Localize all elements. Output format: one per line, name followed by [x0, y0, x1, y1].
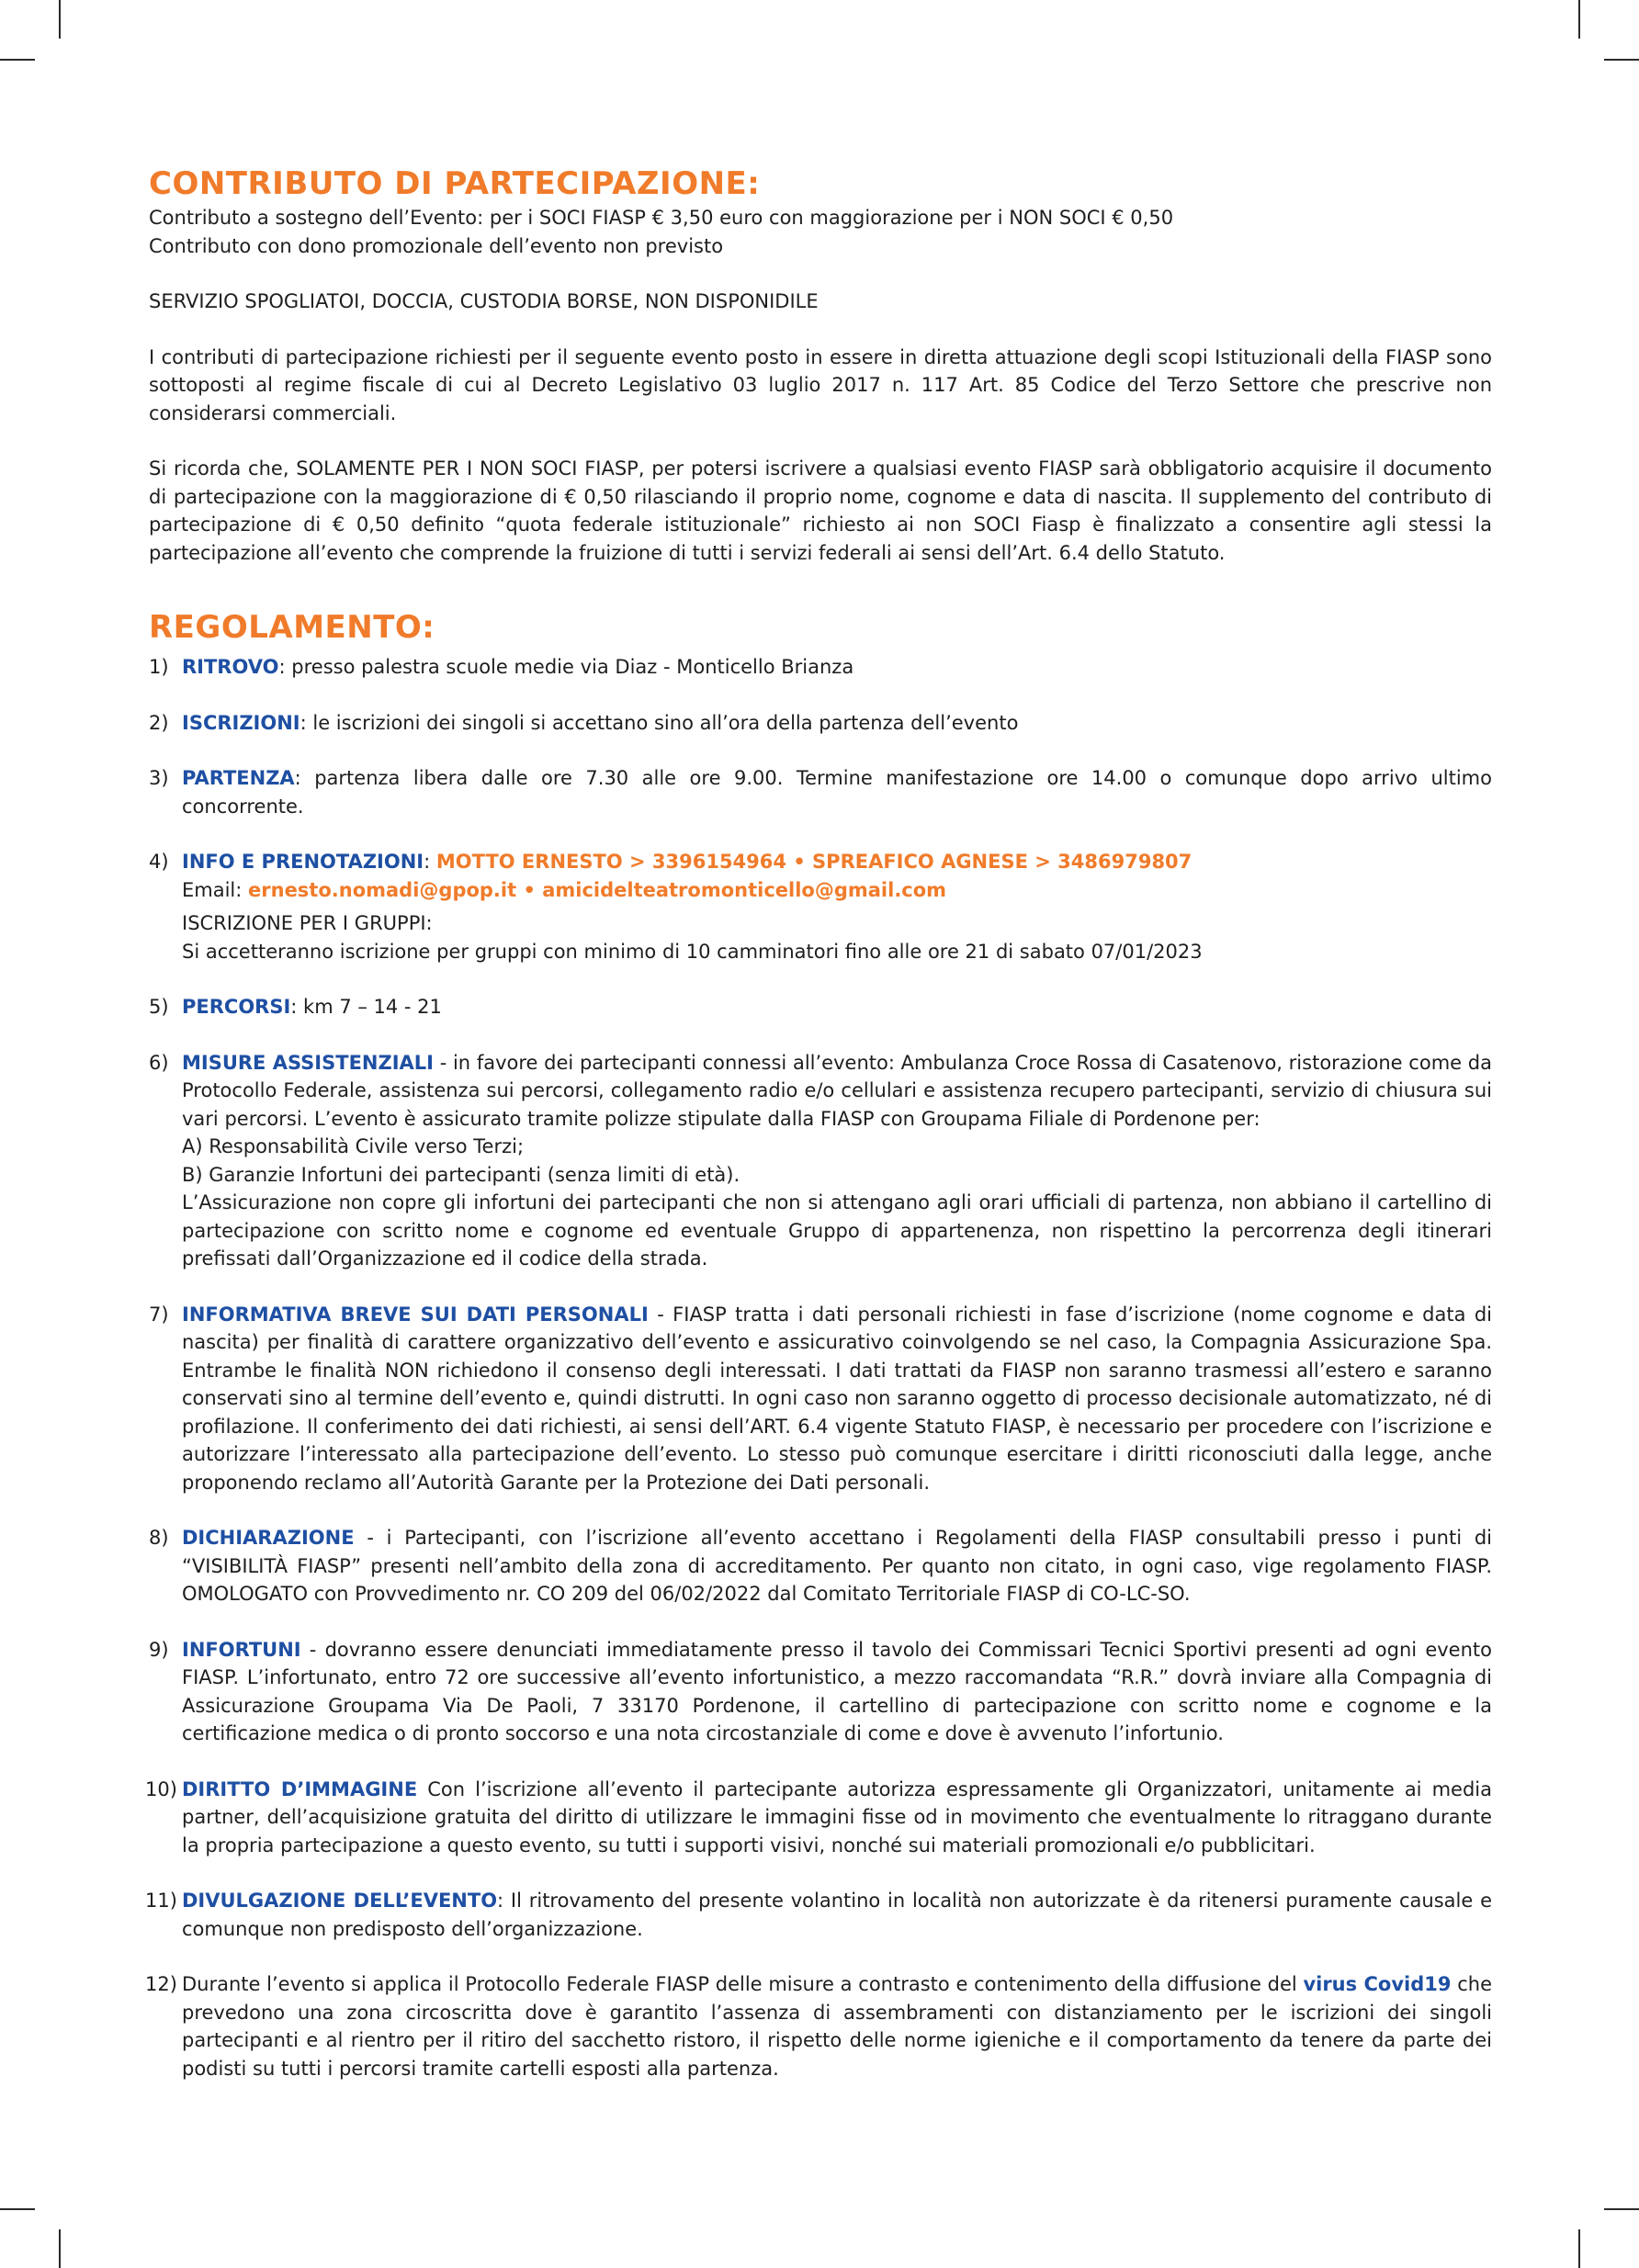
item-text: : le iscrizioni dei singoli si accettano sino all’ora della partenza dell’evento — [300, 711, 1019, 734]
contributo-line1: Contributo a sostegno dell’Evento: per i SOCI FIASP € 3,50 euro con maggiorazione per i NON SOCI € 0,50 — [149, 207, 1174, 229]
item-text: che prevedono una zona circoscritta dove è garantito l’assenza di assembramenti con distanziamento per le iscrizioni dei singoli partecipanti e al rientro per il ritiro del sacchetto ristoro, il rispetto delle norme igieniche e il comportamento da tenere da parte dei podisti su tutti i percorsi tramite cartelli esposti alla partenza. — [182, 1973, 1492, 2080]
item-keyword: ISCRIZIONI — [182, 711, 300, 734]
item-keyword: MISURE ASSISTENZIALI — [182, 1051, 434, 1074]
list-item — [149, 1636, 1492, 1748]
item-number: 8) — [149, 1527, 169, 1549]
item-text: : km 7 – 14 - 21 — [290, 996, 442, 1018]
gruppi-title: ISCRIZIONE PER I GRUPPI: — [182, 912, 433, 934]
email-line — [182, 876, 1492, 905]
contact-phones: MOTTO ERNESTO > 3396154964 • SPREAFICO AGNESE > 3486979807 — [435, 851, 1193, 873]
crop-mark-bottom-left-h — [0, 2208, 35, 2210]
list-item — [149, 1049, 1492, 1273]
list-item — [149, 1524, 1492, 1608]
insurance-line-b: B) Garanzie Infortuni dei partecipanti (senza limiti di età). — [182, 1163, 740, 1186]
item-number: 3) — [149, 767, 169, 789]
email-label: Email: — [182, 878, 249, 901]
item-number: 7) — [149, 1303, 169, 1326]
item-keyword: DIRITTO D’IMMAGINE — [182, 1777, 418, 1800]
item-number: 11) — [145, 1890, 177, 1912]
gruppi-text: Si accetteranno iscrizione per gruppi con minimo di 10 camminatori fino alle ore 21 di sabato 07/01/2023 — [182, 940, 1203, 963]
item-keyword: INFORTUNI — [182, 1638, 301, 1661]
item-text: - i Partecipanti, con l’iscrizione all’evento accettano i Regolamenti della FIASP consultabili presso i punti di “VISIBILITÀ FIASP” presenti nell’ambito della zona di accreditamento. Per quanto non citato, in ogni caso, vige regolamento FIASP. OMOLOGATO con Provvedimento nr. CO 209 del 06/02/2022 dal Comitato Territoriale FIASP di CO-LC-SO. — [182, 1527, 1492, 1605]
list-item — [149, 993, 1492, 1021]
item-keyword: RITROVO — [182, 656, 279, 678]
list-item — [145, 1776, 1493, 1860]
item-number: 12) — [145, 1973, 177, 1995]
contributo-line2: Contributo con dono promozionale dell’evento non previsto — [149, 234, 724, 257]
item-keyword: virus Covid19 — [1303, 1973, 1452, 1995]
crop-mark-top-right-h — [1604, 59, 1639, 61]
item-pre-text: Durante l’evento si applica il Protocollo Federale FIASP delle misure a contrasto e contenimento della diffusione del — [182, 1973, 1304, 1995]
fiscale-paragraph: I contributi di partecipazione richiesti per il seguente evento posto in essere in diretta attuazione degli scopi Istituzionali della FIASP sono sottoposti al regime fiscale di cui al Decreto Legislativo 03 luglio 2017 n. 117 Art. 85 Codice del Terzo Settore che prescrive non considerarsi commerciali. — [149, 345, 1492, 424]
item-text: : Il ritrovamento del presente volantino in località non autorizzate è da ritenersi puramente causale e comunque non predisposto dell’organizzazione. — [182, 1890, 1492, 1940]
item-text: - dovranno essere denunciati immediatamente presso il tavolo dei Commissari Tecnici Sportivi presenti ad ogni evento FIASP. L’infortunato, entro 72 ore successive all’evento infortunistico, a mezzo raccomandata “R.R.” dovrà inviare alla Compagnia di Assicurazione Groupama Via De Paoli, 7 33170 Pordenone, il cartellino di partecipazione con scritto nome e cognome e la certificazione medica o di pronto soccorso e una nota circostanziale di come e dove è avvenuto l’infortunio. — [182, 1638, 1492, 1744]
item-number: 2) — [149, 711, 169, 734]
item-keyword: INFORMATIVA BREVE SUI DATI PERSONALI — [182, 1303, 649, 1326]
crop-mark-bottom-left — [59, 2229, 61, 2268]
item-number: 4) — [149, 851, 169, 873]
list-item-info — [149, 848, 1492, 965]
insurance-line-a: A) Responsabilità Civile verso Terzi; — [182, 1135, 525, 1157]
item-text: - FIASP tratta i dati personali richiesti in fase d’iscrizione (nome cognome e data di nascita) per finalità di carattere organizzativo dell’evento e assicurativo coinvolgendo se nel caso, la Compagnia Assicurazione Spa. Entrambe le finalità NON richiedono il consenso degli interessati. I dati trattati da FIASP non saranno trasmessi all’estero e saranno conservati sino al termine dell’evento e, quindi distrutti. In ogni caso non saranno oggetto di processo decisionale automatizzato, né di profilazione. Il conferimento dei dati richiesti, ai sensi dell’ART. 6.4 vigente Statuto FIASP, è necessario per procedere con l’iscrizione e autorizzare l’interessato alla partecipazione dell’evento. Lo stesso può comunque esercitare i diritti riconosciuti dalla legge, anche proponendo reclamo all’Autorità Garante per la Protezione dei Dati personali. — [182, 1303, 1492, 1494]
list-item — [145, 1887, 1492, 1943]
item-text: : presso palestra scuole medie via Diaz - Monticello Brianza — [278, 656, 854, 678]
item-keyword: PERCORSI — [182, 996, 291, 1018]
item-text: - in favore dei partecipanti connessi all’evento: Ambulanza Croce Rossa di Casatenovo, ristorazione come da Protocollo Federale, assistenza sui percorsi, collegamento radio e/o cellulari e assistenza recupero partecipanti, servizio di chiusura sui vari percorsi. L’evento è assicurato tramite polizze stipulate dalla FIASP con Groupama Filiale di Pordenone per: — [182, 1051, 1492, 1130]
list-item — [149, 709, 1492, 738]
item-keyword: DIVULGAZIONE DELL’EVENTO — [182, 1890, 498, 1912]
item-number: 9) — [149, 1638, 169, 1661]
list-item — [149, 764, 1492, 820]
crop-mark-bottom-right-h — [1604, 2208, 1639, 2210]
contributo-title: CONTRIBUTO DI PARTECIPAZIONE: — [149, 165, 761, 202]
crop-mark-bottom-right — [1578, 2229, 1580, 2268]
item-keyword: INFO E PRENOTAZIONI — [182, 851, 424, 873]
crop-mark-top-right — [1578, 0, 1580, 39]
ricorda-paragraph: Si ricorda che, SOLAMENTE PER I NON SOCI FIASP, per potersi iscrivere a qualsiasi evento FIASP sarà obbligatorio acquisire il documento di partecipazione con la maggiorazione di € 0,50 rilasciando il proprio nome, cognome e data di nascita. Il supplemento del contributo di partecipazione di € 0,50 definito “quota federale istituzionale” richiesto ai non SOCI Fiasp è finalizzato a consentire agli stessi la partecipazione all’evento che comprende la fruizione di tutti i servizi federali ai sensi dell’Art. 6.4 dello Statuto. — [149, 457, 1492, 564]
crop-mark-top-left — [59, 0, 61, 39]
item-number: 5) — [149, 996, 169, 1018]
regolamento-title: REGOLAMENTO: — [149, 609, 435, 646]
item-text: Con l’iscrizione all’evento il partecipante autorizza espressamente gli Organizzatori, unitamente ai media partner, dell’acquisizione gratuita del diritto di utilizzare le immagini fisse od in movimento che eventualmente lo ritraggano durante la propria partecipazione a questo evento, su tutti i supporti visivi, nonché sui materiali promozionali e/o pubblicitari. — [182, 1777, 1493, 1856]
list-item — [145, 1970, 1492, 2082]
item-number: 1) — [149, 656, 169, 678]
contact-emails[interactable]: ernesto.nomadi@gpop.it • amicidelteatromonticello@gmail.com — [248, 878, 947, 901]
list-item — [149, 1301, 1492, 1497]
item-keyword: DICHIARAZIONE — [182, 1527, 355, 1549]
regolamento-list — [145, 653, 1493, 2082]
document-page — [145, 164, 1493, 2110]
item-keyword: PARTENZA — [182, 767, 295, 789]
item-text: : partenza libera dalle ore 7.30 alle ore 9.00. Termine manifestazione ore 14.00 o comunque dopo arrivo ultimo concorrente. — [182, 767, 1492, 818]
list-item — [149, 653, 1492, 682]
item-number: 10) — [145, 1777, 177, 1800]
insurance-tail: L’Assicurazione non copre gli infortuni dei partecipanti che non si attengano agli orari ufficiali di partenza, non abbiano il cartellino di partecipazione con scritto nome e cognome ed eventuale Gruppo di appartenenza, non rispettino la percorrenza degli itinerari prefissati dall’Organizzazione ed il codice della strada. — [182, 1191, 1492, 1269]
crop-mark-top-left-h — [0, 59, 35, 61]
item-sep: : — [424, 851, 436, 873]
servizio-note: SERVIZIO SPOGLIATOI, DOCCIA, CUSTODIA BORSE, NON DISPONIDILE — [149, 290, 819, 312]
item-number: 6) — [149, 1051, 169, 1074]
